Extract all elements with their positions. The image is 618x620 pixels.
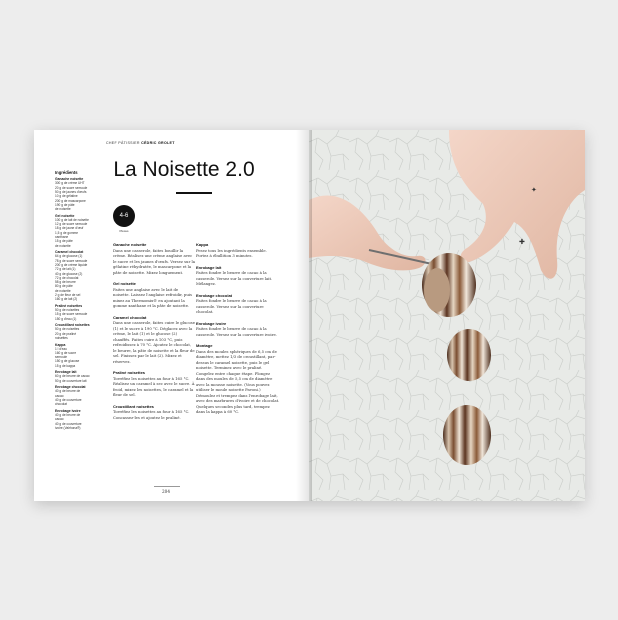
steps-column-1 bbox=[113, 242, 195, 420]
ingredient-item: 15 g de kappa bbox=[55, 363, 76, 368]
ingredient-group-title: Caramel chocolat bbox=[55, 250, 84, 255]
step-heading: Enrobage ivoire bbox=[196, 320, 227, 326]
step-heading: Ganache noisette bbox=[113, 242, 147, 247]
yield-badge: 4-6 bbox=[113, 205, 135, 227]
chef-kicker bbox=[106, 141, 175, 145]
ingredient-item: 150 g de glucose bbox=[55, 359, 80, 364]
ingredient-item: 40 g de beurre de bbox=[55, 389, 81, 394]
hazelnut-dessert-photo bbox=[309, 130, 585, 501]
ingredient-item: 1,5 g de gomme bbox=[55, 230, 79, 235]
ingredient-item: 40 g de beurre de bbox=[55, 412, 81, 417]
yield-label: Pièces bbox=[119, 229, 129, 233]
step-heading: Enrobage chocolat bbox=[196, 292, 233, 298]
step-heading: Croustillant noisettes bbox=[113, 403, 154, 409]
ingredient-item: 80 g de pâte bbox=[55, 284, 73, 289]
ingredient-group-title: Enrobage lait bbox=[55, 370, 77, 375]
ingredient-item: cacao bbox=[55, 393, 64, 398]
title-rule bbox=[176, 192, 212, 194]
svg-text:✚: ✚ bbox=[519, 238, 525, 246]
book-spread bbox=[34, 130, 585, 501]
ingredient-item: 40 g de glucose (2) bbox=[55, 271, 83, 276]
ingredient-item: 50 g de noisettes bbox=[55, 327, 80, 332]
step-text: Dans une casserole, faites bouillir la crème. Réalisez une crème anglaise avec le sucre et les jaunes d'œufs. Versez sur la gélatine réhydratée, le mascarpone et la pâte de noisette. Mixez longuement. bbox=[113, 247, 195, 275]
hazelnut-2 bbox=[447, 329, 491, 381]
ingredient-item: noisettes bbox=[55, 335, 68, 340]
spine-shadow bbox=[296, 130, 312, 501]
ingredient-item: 10 g de gélatine bbox=[55, 194, 78, 199]
step-heading: Kappa bbox=[196, 242, 209, 247]
ingredients-heading: Ingrédients bbox=[55, 170, 78, 175]
page-number: 204 bbox=[162, 489, 170, 494]
step-text: Dans une casserole, faites cuire le glucose (1) et le sucre à 190 °C. Déglacez avec la crème, le lait (1) et le glucose (2) chauffés. Faites cuire à 103 °C, puis refroidissez à 70 °C. Ajoutez le chocolat, le beurre, la pâte de noisette et la fleur de sel. Finissez par le lait (2). Mixez et réservez. bbox=[113, 320, 195, 364]
ingredient-item: xanthane bbox=[55, 235, 69, 240]
step-text: Faites fondre le beurre de cacao à la casserole. Versez sur la couverture chocolat. bbox=[196, 298, 267, 314]
chef-name: CÉDRIC GROLET bbox=[141, 141, 175, 145]
ingredient-group-title: Gel noisette bbox=[55, 213, 75, 218]
ingredient-item: 200 g de mascarpone bbox=[55, 198, 86, 203]
ingredient-item: 2 g de fleur de sel bbox=[55, 293, 81, 297]
svg-text:✦: ✦ bbox=[531, 186, 537, 194]
recipe-title: La Noisette 2.0 bbox=[113, 158, 255, 181]
step-text: Pesez tous les ingrédients ensemble. Portez à ébullition 3 minutes. bbox=[196, 247, 267, 258]
right-page-photo bbox=[309, 130, 585, 501]
step-heading: Praliné noisettes bbox=[113, 370, 146, 375]
ingredient-group-title: Kappa bbox=[55, 342, 66, 347]
ingredient-item: 160 g de lait (2) bbox=[55, 297, 78, 302]
ingredient-item: 15 g de pâte bbox=[55, 239, 73, 244]
ingredient-group-title: Enrobage chocolat bbox=[55, 385, 86, 390]
ingredient-group-title: Ganache noisette bbox=[55, 177, 84, 182]
ingredient-item: 60 g de beurre de cacao bbox=[55, 374, 90, 379]
ingredient-item: ivoire (Valrhona®) bbox=[55, 425, 81, 430]
ingredient-group-title: Praliné noisettes bbox=[55, 303, 83, 308]
page-number-rule bbox=[154, 486, 180, 487]
ingredient-item: 20 g de praliné bbox=[55, 331, 77, 336]
step-text: Faites fondre le beurre de cacao à la casserole. Versez sur la couverture lait. Mélangez. bbox=[196, 270, 273, 286]
ingredient-item: 64 g de glucose (1) bbox=[55, 254, 83, 259]
ingredient-item: 200 g de crème liquide bbox=[55, 262, 88, 267]
ingredient-item: cacao bbox=[55, 417, 64, 422]
step-heading: Enrobage lait bbox=[196, 264, 222, 270]
step-heading: Gel noisette bbox=[113, 281, 136, 286]
ingredient-item: 50 g de couverture lait bbox=[55, 378, 87, 383]
ingredient-item: 50 g de jaunes d'œufs bbox=[55, 189, 87, 194]
step-text: Torréfiez les noisettes au four à 165 °C. Concassez-les et ajoutez le praliné. bbox=[113, 409, 190, 420]
ingredient-item: semoule bbox=[55, 355, 68, 360]
ingredient-item: 78 g de sucre semoule bbox=[55, 258, 88, 263]
left-page bbox=[34, 130, 309, 501]
ingredient-group-title: Croustillant noisettes bbox=[55, 323, 90, 328]
ingredient-item: 72 g de lait (1) bbox=[55, 267, 76, 272]
ingredient-item: de noisette bbox=[55, 288, 71, 293]
ingredient-group-title: Enrobage ivoire bbox=[55, 408, 81, 413]
step-text: Dans des moules sphériques de 6,5 cm de diamètre, mettez 1/3 de croustillant, par-dessus le caramel noisette, puis le gel noisette. Terminez avec le praliné. Congelez entre chaque étape. Plongez dans des moules de 5,5 cm de diamètre avec la mousse noisette. (Vous pouvez utiliser le moule noisette Pavoni.) Démoulez et trempez dans l'enrobage lait, avec des marbrures d'ivoire et de chocolat. Quelques secondes plus tard, trempez dans la kappa à 60 °C. bbox=[196, 348, 280, 414]
steps-column-2 bbox=[196, 242, 280, 415]
hazelnut-3 bbox=[443, 405, 491, 465]
step-heading: Montage bbox=[196, 343, 213, 348]
ingredient-item: 18 g de jaune d'œuf bbox=[55, 226, 84, 231]
ingredient-item: 190 g de pâte bbox=[55, 202, 75, 207]
ingredient-item: 72 g de chocolat bbox=[55, 275, 79, 280]
step-heading: Caramel chocolat bbox=[113, 314, 147, 320]
ingredient-item: 15 g de sucre semoule bbox=[55, 312, 88, 317]
ingredient-item: 1 l d'eau bbox=[55, 346, 67, 351]
step-text: Faites fondre le beurre de cacao à la casserole. Versez sur la couverture ivoire. bbox=[196, 326, 277, 337]
ingredient-item: de noisette bbox=[55, 207, 71, 212]
ingredient-item: 160 g de sucre bbox=[55, 350, 77, 355]
ingredient-item: 20 g de sucre semoule bbox=[55, 185, 88, 190]
ingredient-item: chocolat bbox=[55, 402, 67, 407]
ingredient-item: 100 g de lait de noisette bbox=[55, 217, 89, 222]
ingredient-item: 300 g de crème UHT bbox=[55, 181, 85, 186]
step-text: Faites une anglaise avec le lait de noisette. Laissez l'anglaise refroidir, puis mixez au Thermomix® en ajoutant la gomme xanthane et la pâte de noisette. bbox=[113, 286, 192, 308]
ingredient-item: de noisette bbox=[55, 243, 71, 248]
ingredient-item: 150 g d'eau (1) bbox=[55, 316, 77, 321]
ingredient-item: 12 g de sucre semoule bbox=[55, 222, 88, 227]
ingredient-item: 40 g de couverture bbox=[55, 398, 82, 402]
ingredient-item: 58 g de beurre bbox=[55, 280, 76, 285]
ingredient-item: 50 g de noisettes bbox=[55, 307, 80, 312]
chef-label: CHEF PÂTISSIER bbox=[106, 141, 140, 145]
ingredient-item: 40 g de couverture bbox=[55, 421, 82, 426]
step-text: Torréfiez les noisettes au four à 165 °C. Réalisez un caramel à sec avec le sucre. À froid, mixez les noisettes, le caramel et la fleur de sel. bbox=[113, 375, 195, 397]
ingredient-groups bbox=[55, 177, 97, 430]
ingredients-list bbox=[55, 170, 97, 430]
